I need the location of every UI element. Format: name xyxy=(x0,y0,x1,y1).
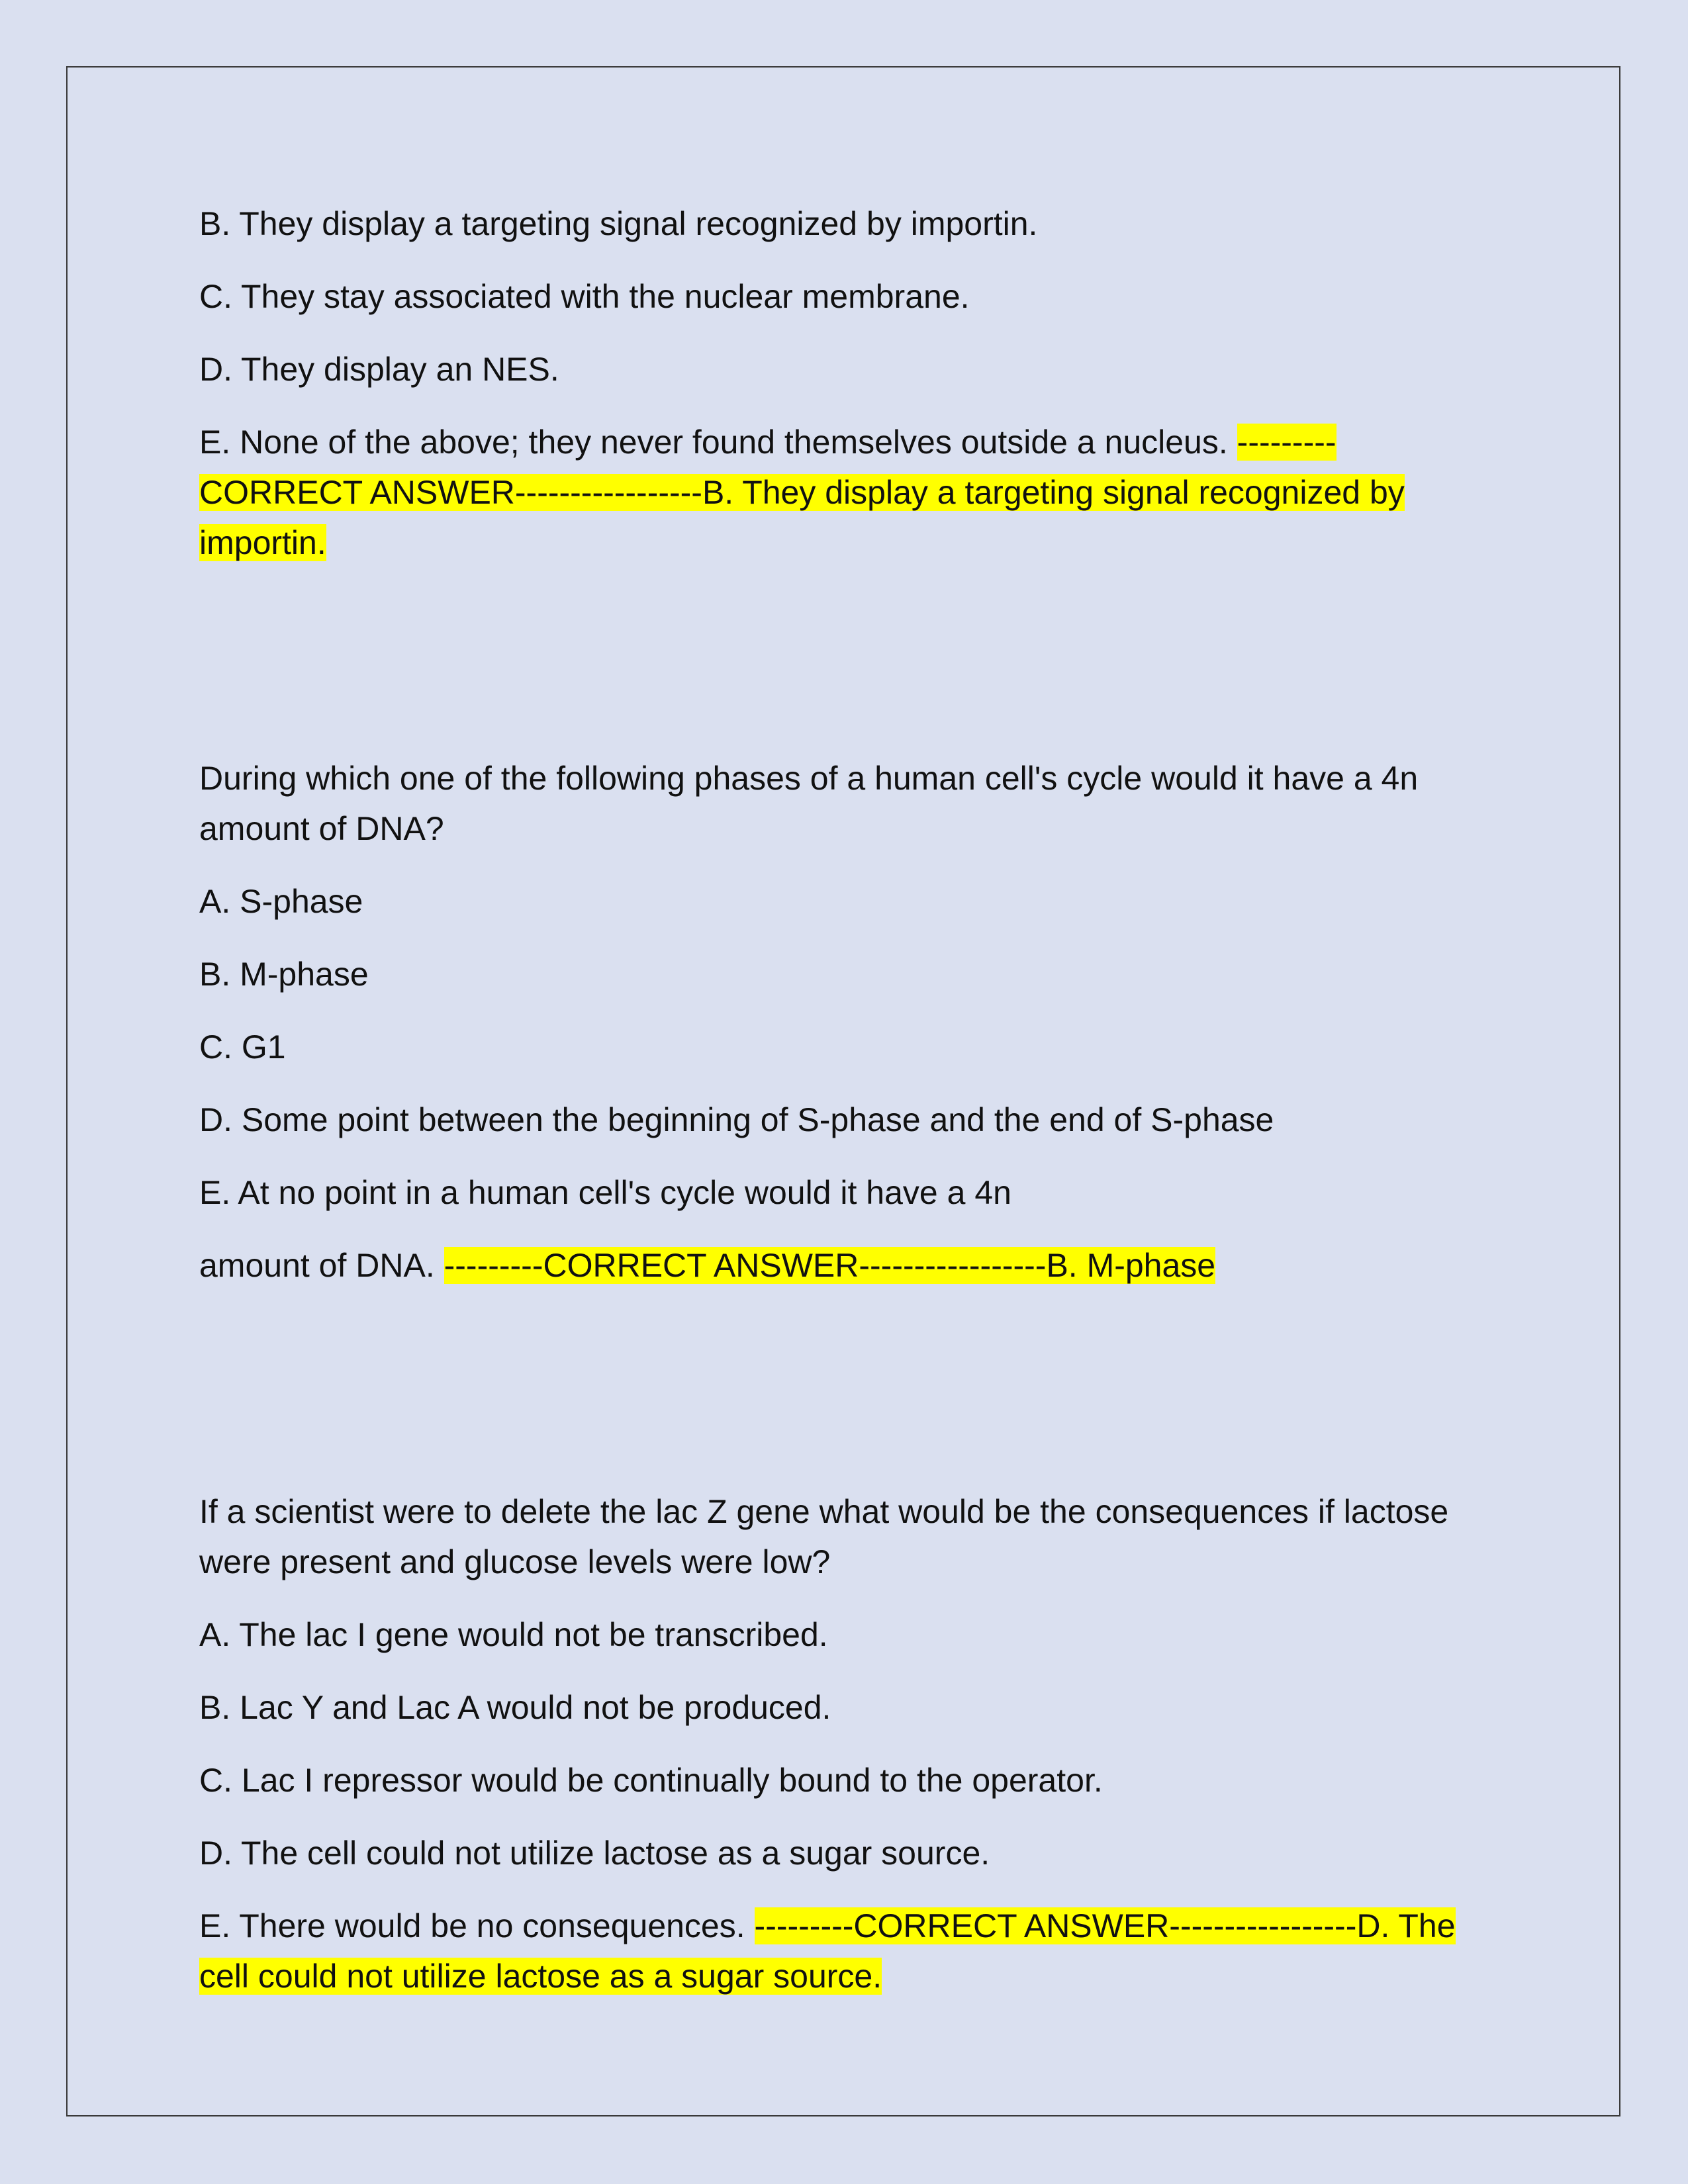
correct-answer-highlight: ---------CORRECT ANSWER-----------------B. They display a targeting signal recognized by importin. xyxy=(199,424,1405,561)
question-text: During which one of the following phases of a human cell's cycle would it have a 4n amount of DNA? xyxy=(199,760,1419,847)
answer-option: A. S-phase xyxy=(199,883,363,920)
answer-option: B. They display a targeting signal recognized by importin. xyxy=(199,205,1038,242)
question-block-2 xyxy=(199,753,1490,1291)
answer-option: D. Some point between the beginning of S-phase and the end of S-phase xyxy=(199,1101,1274,1138)
answer-option: E. None of the above; they never found themselves outside a nucleus. xyxy=(199,424,1228,461)
answer-option: D. They display an NES. xyxy=(199,351,559,388)
answer-option: B. Lac Y and Lac A would not be produced. xyxy=(199,1689,831,1726)
answer-option-with-answer xyxy=(199,1240,1490,1291)
question-text: If a scientist were to delete the lac Z gene what would be the consequences if lactose were present and glucose levels were low? xyxy=(199,1493,1449,1580)
document-body xyxy=(199,199,1490,2024)
answer-option: C. Lac I repressor would be continually bound to the operator. xyxy=(199,1762,1103,1799)
answer-option: E. At no point in a human cell's cycle would it have a 4n xyxy=(199,1174,1011,1211)
answer-option: A. The lac I gene would not be transcribed. xyxy=(199,1616,828,1653)
correct-answer-highlight: ---------CORRECT ANSWER-----------------D. The cell could not utilize lactose as a sugar source. xyxy=(199,1907,1456,1995)
answer-option: amount of DNA. xyxy=(199,1247,435,1284)
answer-option: C. They stay associated with the nuclear membrane. xyxy=(199,278,970,315)
question-block-3 xyxy=(199,1486,1490,2001)
spacer xyxy=(199,590,1490,753)
answer-option: E. There would be no consequences. xyxy=(199,1907,745,1944)
spacer xyxy=(199,1313,1490,1486)
answer-option-with-answer xyxy=(199,1901,1490,2001)
answer-option: C. G1 xyxy=(199,1028,286,1066)
answer-option-with-answer xyxy=(199,417,1490,568)
correct-answer-highlight: ---------CORRECT ANSWER-----------------B. M-phase xyxy=(444,1247,1216,1284)
answer-option: D. The cell could not utilize lactose as a sugar source. xyxy=(199,1835,990,1872)
question-block-1 xyxy=(199,199,1490,568)
answer-option: B. M-phase xyxy=(199,956,369,993)
